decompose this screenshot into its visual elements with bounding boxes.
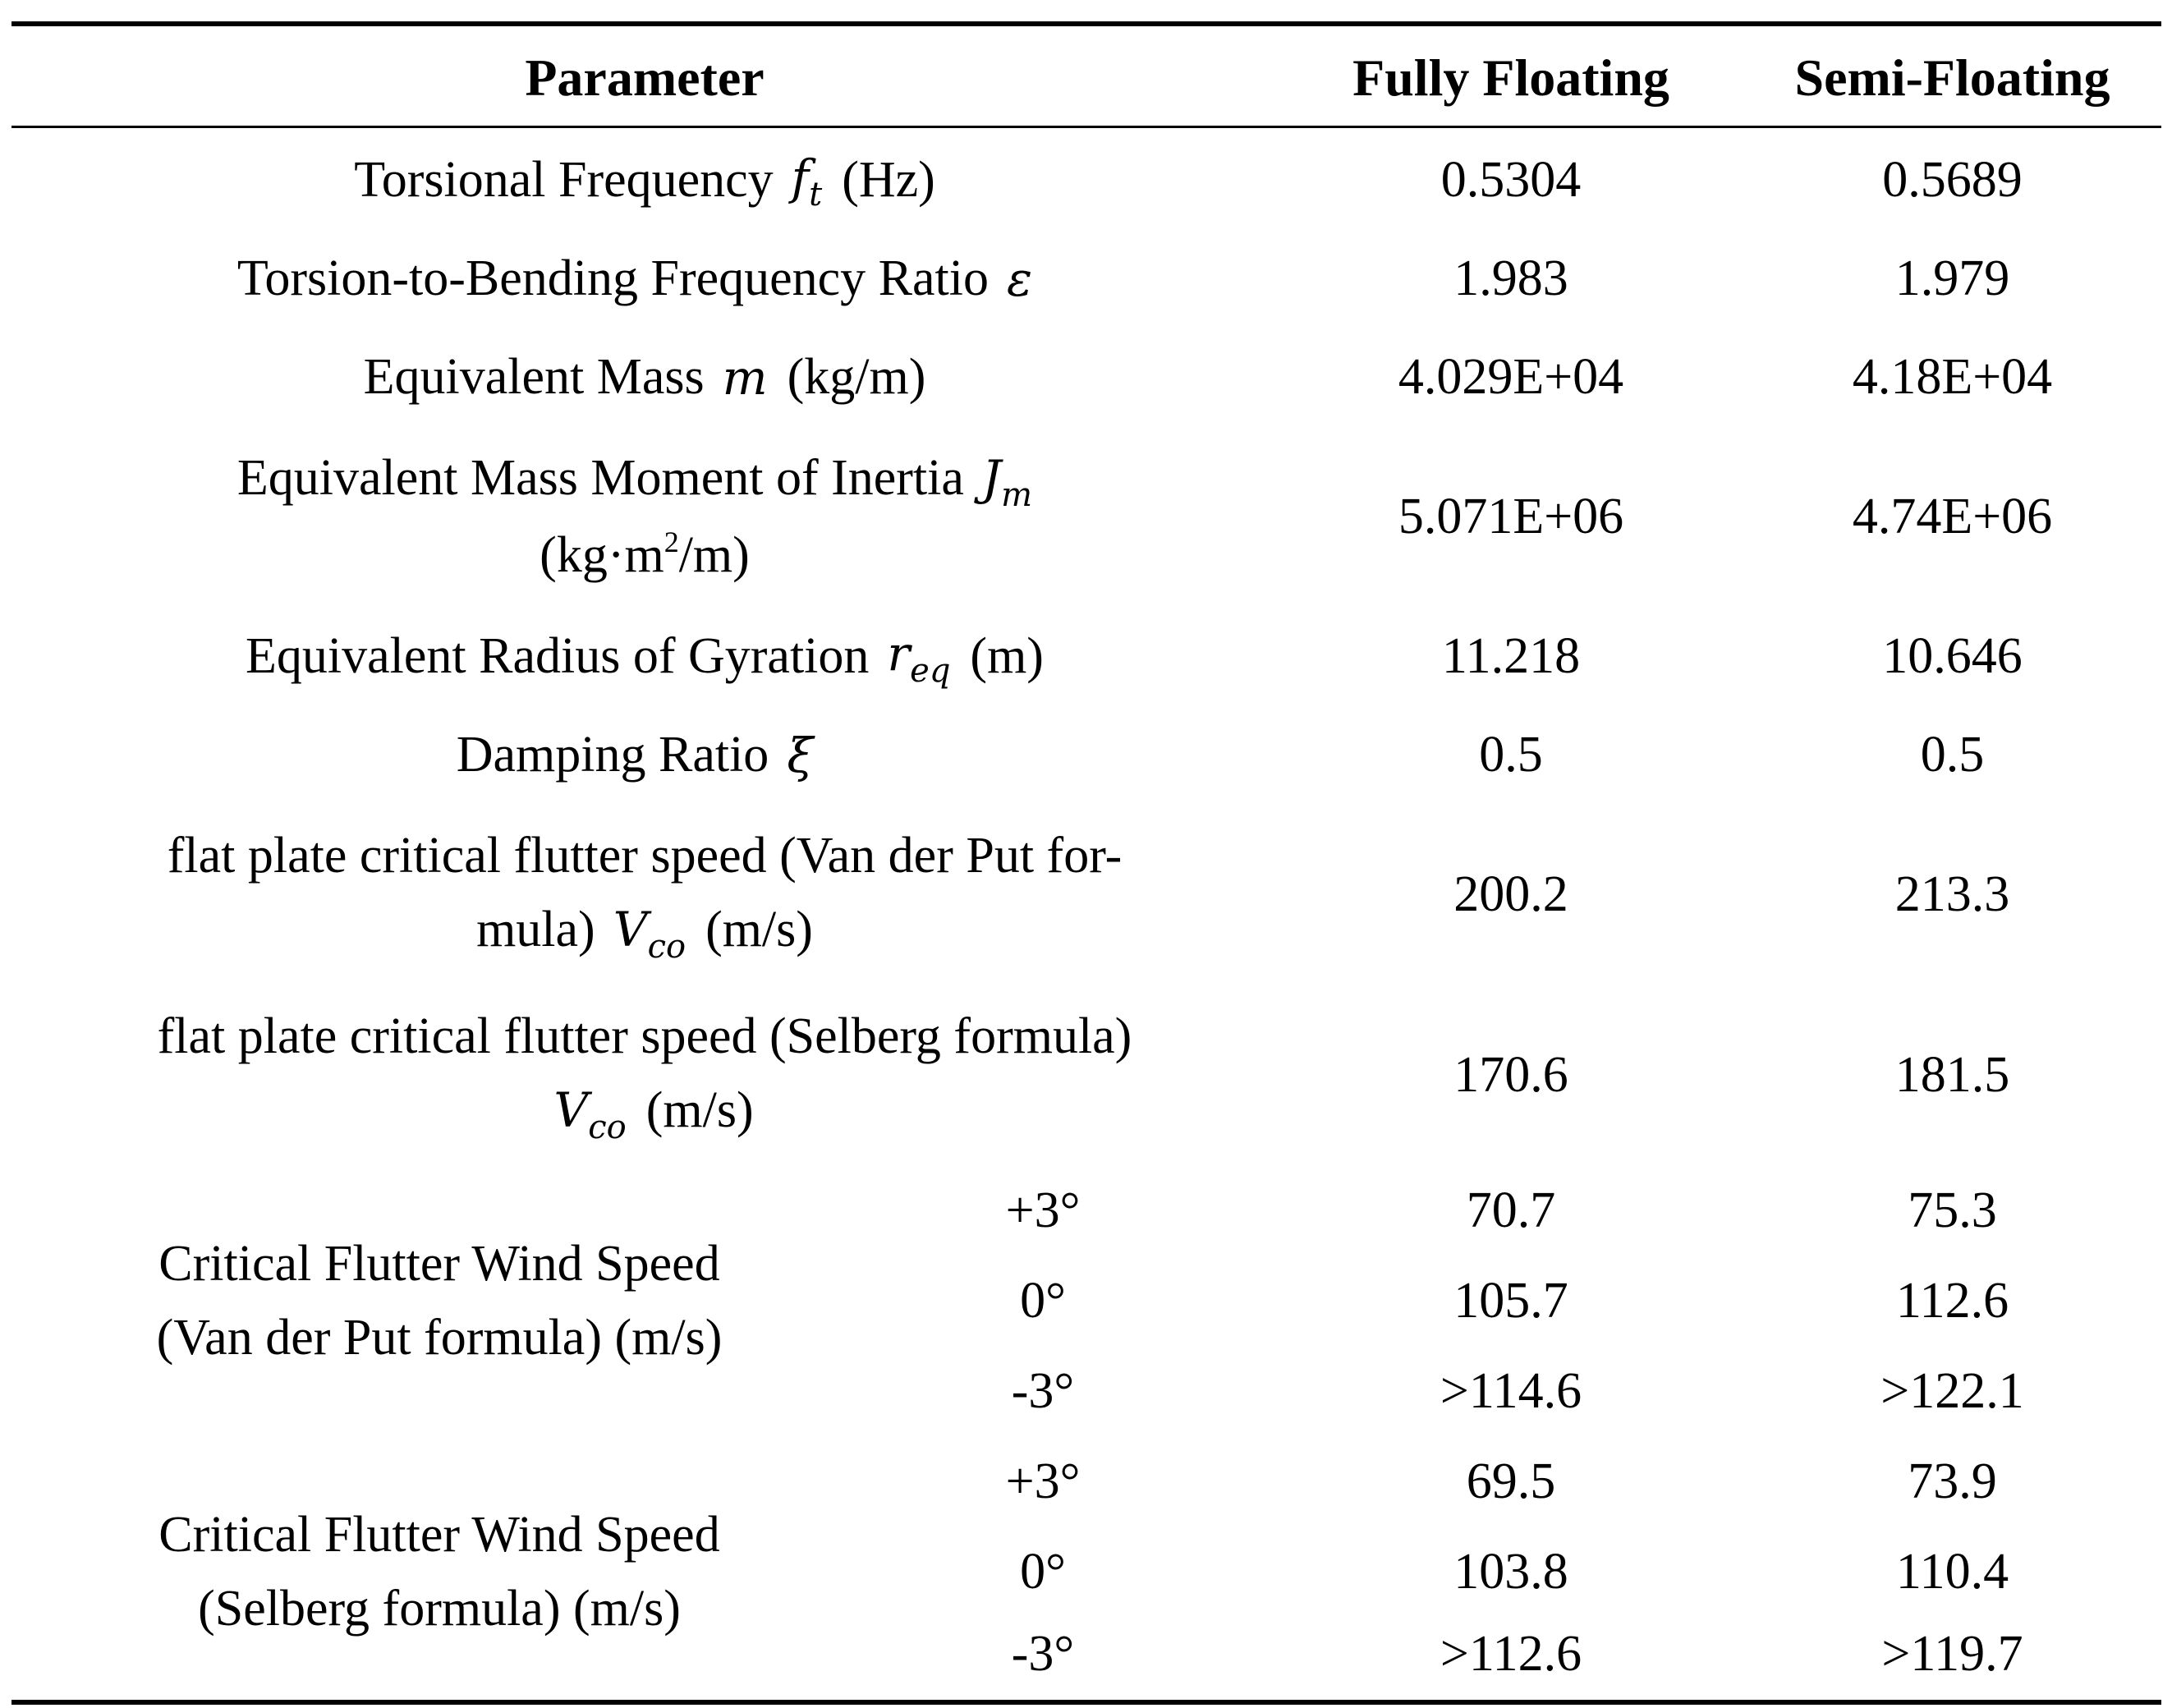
header-semi-floating: Semi-Floating [1794, 48, 2110, 107]
row-flat-plate-selberg-label [33, 994, 1256, 1158]
value-fully: 0.5304 [1440, 152, 1582, 209]
header-rule [11, 126, 2161, 128]
value-fully: 200.2 [1453, 866, 1568, 923]
value-fully: 170.6 [1453, 1047, 1568, 1104]
unit: (kg/m) [787, 349, 926, 406]
angle-zero: 0° [1020, 1273, 1066, 1329]
row-frequency-ratio-label [33, 230, 1256, 328]
value-semi: 181.5 [1894, 1047, 2010, 1104]
group-selberg-label: Critical Flutter Wind Speed (Selberg formula) (m/s) [158, 1507, 720, 1637]
unit: (m/s) [705, 901, 813, 957]
value-fully: 5.071E+06 [1398, 489, 1624, 545]
value-fully: 103.8 [1453, 1544, 1568, 1600]
symbol: $J_m$ [981, 450, 1033, 515]
unit: (Hz) [842, 152, 935, 209]
value-semi: 73.9 [1908, 1453, 1997, 1510]
header-fully-floating: Fully Floating [1352, 48, 1669, 107]
value-fully: 4.029E+04 [1398, 349, 1624, 406]
unit: $(kg\cdot m^2/m)$ [540, 526, 750, 584]
param-text: Equivalent Mass [363, 349, 705, 406]
unit: (m/s) [645, 1081, 754, 1138]
param-text: Equivalent Mass Moment of Inertia [236, 450, 964, 507]
value-semi: 213.3 [1894, 866, 2010, 923]
value-fully: 11.218 [1441, 628, 1581, 685]
group-vanderput-label: Critical Flutter Wind Speed (Van der Put formula) (m/s) [156, 1236, 723, 1366]
unit: (m) [970, 628, 1044, 685]
value-semi: 0.5689 [1882, 152, 2023, 209]
param-text: Torsion-to-Bending Frequency Ratio [236, 250, 990, 307]
value-semi: >122.1 [1880, 1363, 2024, 1420]
row-equivalent-mass-label [33, 328, 1256, 427]
row-torsional-frequency-label [33, 131, 1256, 230]
value-semi: 4.74E+06 [1852, 489, 2053, 545]
value-semi: 1.979 [1894, 250, 2010, 307]
value-fully: 1.983 [1453, 250, 1568, 307]
param-text: Damping Ratio [456, 727, 769, 783]
angle-minus3: -3° [1011, 1363, 1075, 1420]
symbol: m [722, 349, 768, 406]
angle-plus3: +3° [1005, 1453, 1081, 1510]
angle-plus3: +3° [1005, 1182, 1081, 1239]
value-semi: 0.5 [1920, 727, 1985, 783]
param-text: Equivalent Radius of Gyration [246, 628, 870, 685]
top-rule [11, 21, 2161, 26]
param-text: flat plate critical flutter speed (Van der Put for- [167, 828, 1123, 884]
param-text: flat plate critical flutter speed (Selberg formula) [157, 1008, 1132, 1065]
value-fully: >112.6 [1440, 1626, 1582, 1683]
row-flat-plate-vanderput-label: flat plate critical flutter speed (Van der Put for- mula) $V_{co}$ (m/s) [33, 813, 1256, 977]
row-radius-gyration-label [33, 608, 1256, 706]
value-fully: 105.7 [1453, 1273, 1568, 1329]
symbol: $V_{co}$ [553, 1081, 627, 1146]
angle-minus3: -3° [1011, 1626, 1075, 1683]
symbol: $r_{eq}$ [887, 626, 951, 690]
value-semi: >119.7 [1881, 1626, 2023, 1683]
value-semi: 4.18E+04 [1852, 349, 2053, 406]
symbol: $f_t$ [791, 149, 823, 214]
value-fully: 0.5 [1479, 727, 1543, 783]
value-fully: >114.6 [1440, 1363, 1582, 1420]
value-semi: 110.4 [1895, 1544, 2009, 1600]
angle-zero: 0° [1020, 1544, 1066, 1600]
value-semi: 75.3 [1908, 1182, 1997, 1239]
row-damping-ratio-label [33, 706, 1256, 805]
symbol: $V_{co}$ [613, 901, 686, 966]
row-mass-moment-inertia-label [33, 435, 1256, 599]
header-parameter: Parameter [525, 48, 765, 107]
value-semi: 112.6 [1895, 1273, 2009, 1329]
param-text: Torsional Frequency [354, 152, 774, 209]
symbol: ξ [787, 727, 814, 783]
value-semi: 10.646 [1882, 628, 2023, 685]
value-fully: 70.7 [1466, 1182, 1556, 1239]
value-fully: 69.5 [1466, 1453, 1556, 1510]
symbol: ε [1007, 250, 1033, 307]
